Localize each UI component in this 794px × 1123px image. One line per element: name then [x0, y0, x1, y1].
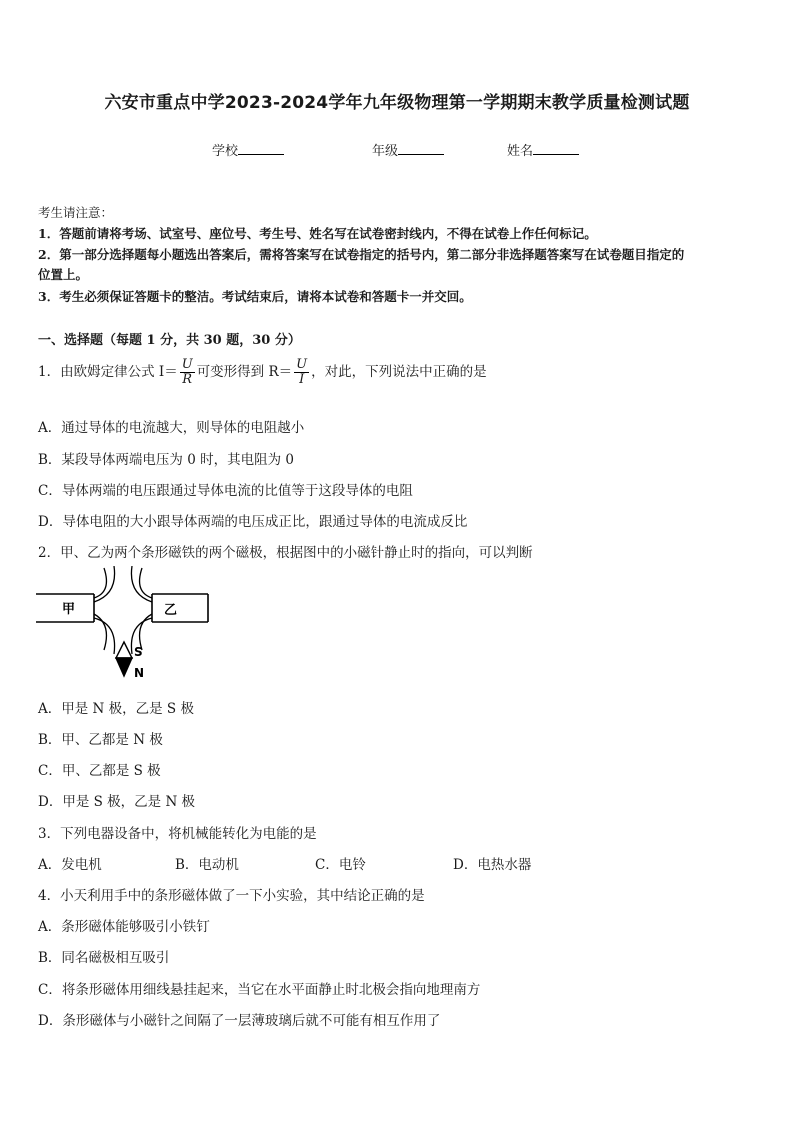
grade-label: 年级 [372, 144, 399, 159]
right-magnet-label: 乙 [164, 603, 178, 618]
school-label: 学校 [212, 144, 239, 159]
name-label: 姓名 [507, 144, 534, 159]
magnet-figure [36, 566, 212, 686]
question-1-stem [38, 358, 487, 387]
q2-option-b[interactable]: B．甲、乙都是 N 极 [38, 732, 163, 748]
q1-option-c[interactable]: C．导体两端的电压跟通过导体电流的比值等于这段导体的电阻 [38, 483, 413, 499]
q1-suffix: ，对此，下列说法中正确的是 [311, 364, 487, 380]
q2-option-c[interactable]: C．甲、乙都是 S 极 [38, 763, 161, 779]
q1-option-a[interactable]: A．通过导体的电流越大，则导体的电阻越小 [38, 420, 305, 436]
q4-option-d[interactable]: D．条形磁体与小磁针之间隔了一层薄玻璃后就不可能有相互作用了 [38, 1013, 441, 1029]
notice-item-2-cont: 位置上。 [38, 267, 89, 282]
q4-option-c[interactable]: C．将条形磁体用细线悬挂起来，当它在水平面静止时北极会指向地理南方 [38, 982, 481, 998]
name-field [507, 140, 579, 159]
q1-option-d[interactable]: D．导体电阻的大小跟导体两端的电压成正比，跟通过导体的电流成反比 [38, 514, 468, 530]
q3-option-b[interactable]: B．电动机 [175, 857, 239, 873]
frac2-numerator: U [296, 357, 308, 372]
q3-option-c[interactable]: C．电铃 [315, 857, 366, 873]
needle-n-label: N [134, 666, 145, 680]
left-magnet-label: 甲 [62, 602, 76, 617]
question-4-stem: 4．小天利用手中的条形磁体做了一下小实验，其中结论正确的是 [38, 888, 425, 904]
field-lines [94, 566, 152, 654]
grade-field [372, 140, 444, 159]
q4-option-a[interactable]: A．条形磁体能够吸引小铁钉 [38, 919, 210, 935]
fraction-u-over-i [294, 358, 309, 387]
notice-item-1: 1．答题前请将考场、试室号、座位号、考生号、姓名写在试卷密封线内，不得在试卷上作任何标记。 [38, 226, 597, 241]
question-3-stem: 3．下列电器设备中，将机械能转化为电能的是 [38, 826, 317, 842]
frac1-numerator: U [181, 357, 193, 372]
needle-s-label: S [134, 645, 143, 659]
page-title: 六安市重点中学2023-2024学年九年级物理第一学期期末教学质量检测试题 [104, 93, 690, 113]
right-magnet [152, 594, 208, 622]
q2-option-a[interactable]: A．甲是 N 极，乙是 S 极 [38, 701, 194, 717]
q2-option-d[interactable]: D．甲是 S 极，乙是 N 极 [38, 794, 196, 810]
school-field [212, 140, 284, 159]
section-heading: 一、选择题（每题 1 分，共 30 题，30 分） [38, 333, 301, 348]
q1-prefix: 1．由欧姆定律公式 I＝ [38, 364, 178, 380]
notice-item-2: 2．第一部分选择题每小题选出答案后，需将答案写在试卷指定的括号内，第二部分非选择题答案写在试卷题目指定的 [38, 247, 685, 262]
q1-option-b[interactable]: B．某段导体两端电压为 0 时，其电阻为 0 [38, 452, 294, 468]
fraction-u-over-r [180, 358, 195, 387]
school-blank[interactable] [238, 142, 284, 155]
name-blank[interactable] [533, 142, 579, 155]
grade-blank[interactable] [398, 142, 444, 155]
notice-item-3: 3．考生必须保证答题卡的整洁。考试结束后，请将本试卷和答题卡一并交回。 [38, 289, 472, 304]
q4-option-b[interactable]: B．同名磁极相互吸引 [38, 950, 170, 966]
compass-needle [116, 642, 132, 676]
q1-middle: 可变形得到 R＝ [196, 364, 293, 380]
frac1-denominator: R [182, 372, 193, 387]
notice-heading: 考生请注意： [38, 205, 114, 220]
question-2-stem: 2．甲、乙为两个条形磁铁的两个磁极，根据图中的小磁针静止时的指向，可以判断 [38, 545, 533, 561]
frac2-denominator: I [299, 372, 305, 387]
q3-option-a[interactable]: A．发电机 [38, 857, 102, 873]
q3-option-d[interactable]: D．电热水器 [453, 857, 532, 873]
